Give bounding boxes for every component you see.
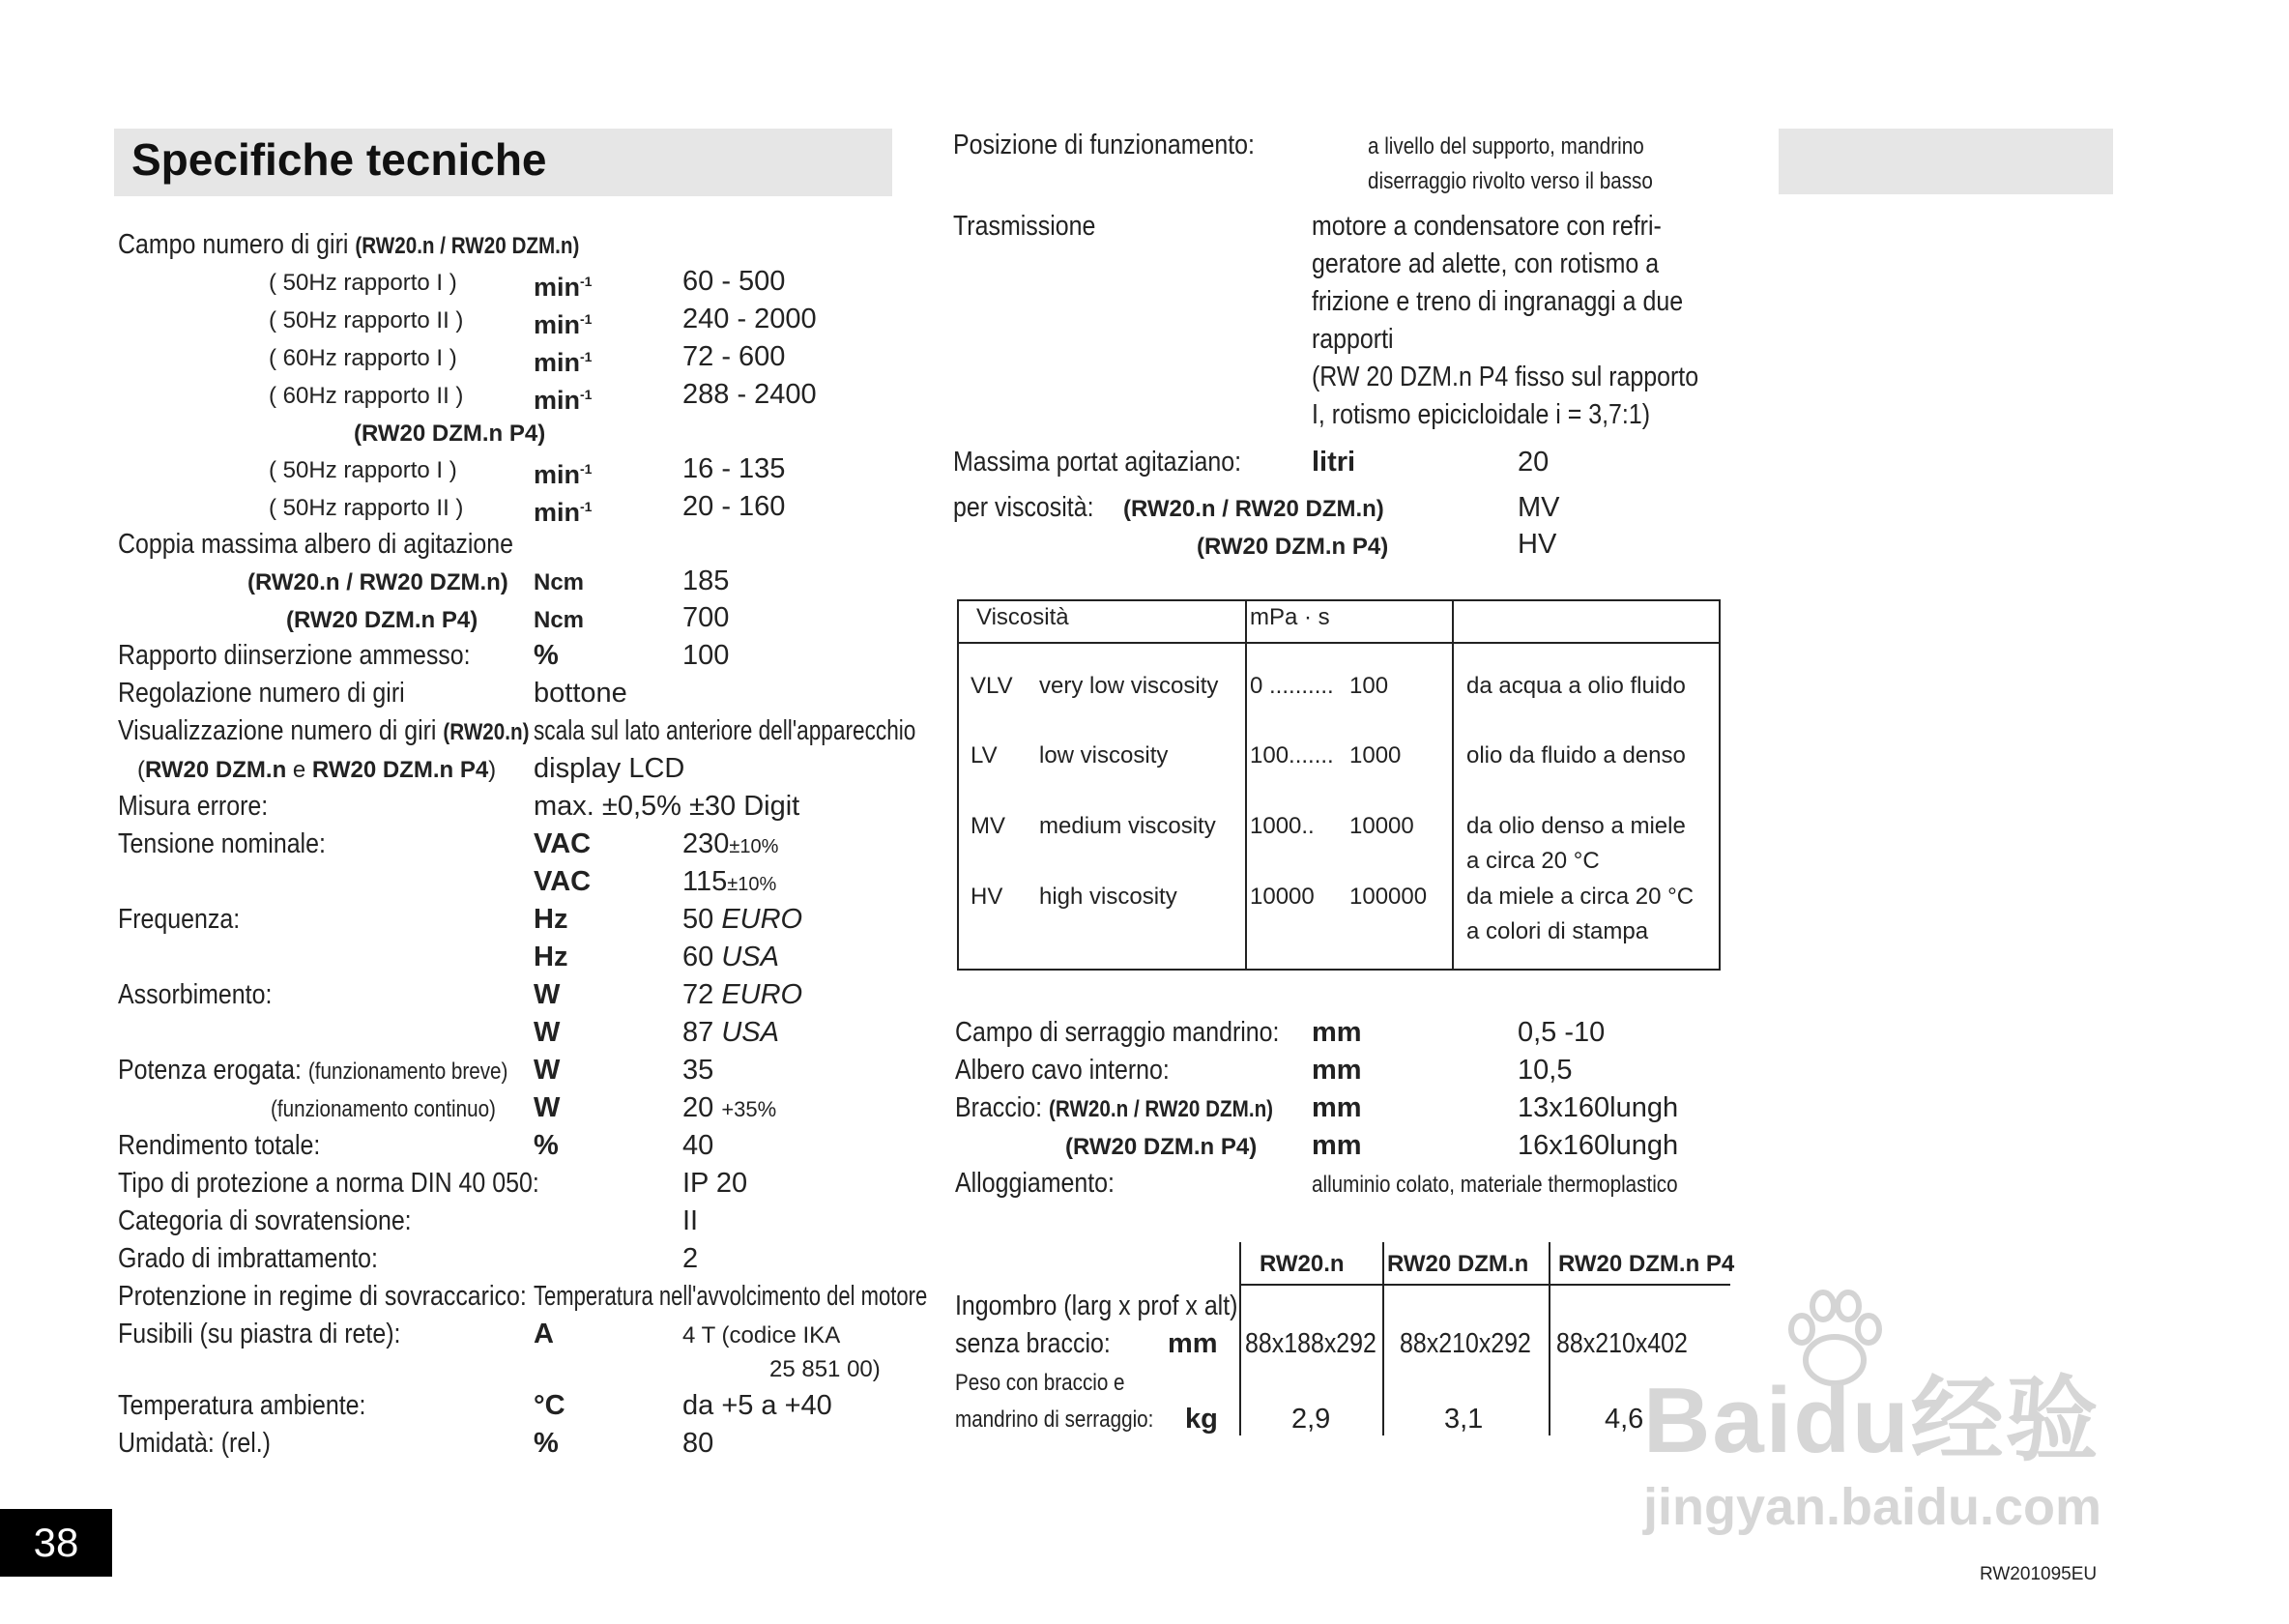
page-title: Specifiche tecniche bbox=[131, 134, 547, 185]
viscosity-table-row-from: 10000 bbox=[1250, 884, 1315, 910]
r2-value: 240 - 2000 bbox=[682, 304, 817, 334]
protection-value: IP 20 bbox=[682, 1168, 748, 1199]
viscosity-table-row-to: 100 bbox=[1349, 673, 1389, 699]
overvoltage-value: II bbox=[682, 1205, 699, 1236]
ambient-temp-label: Temperatura ambiente: bbox=[118, 1390, 366, 1421]
dims-header-rule bbox=[1239, 1284, 1730, 1286]
protection-label: Tipo di protezione a norma DIN 40 050: bbox=[118, 1168, 539, 1199]
viscosity-table-row-from: 100....... bbox=[1250, 742, 1334, 768]
frequency-unit-2: Hz bbox=[534, 942, 568, 972]
dims-value-rw20n: 88x188x292 bbox=[1245, 1328, 1376, 1359]
max-volume-value: 20 bbox=[1518, 447, 1550, 478]
arm-unit-2: mm bbox=[1312, 1130, 1362, 1161]
efficiency-unit: % bbox=[534, 1130, 559, 1161]
fuses-value-2: 25 851 00) bbox=[769, 1356, 881, 1382]
viscosity-table-row-from: 0 .......... bbox=[1250, 673, 1334, 699]
watermark-logo-text: Baidu经验 bbox=[1643, 1369, 2101, 1472]
fuses-value: 4 T (codice IKA bbox=[682, 1322, 841, 1348]
speed-range-models: (RW20.n / RW20 DZM.n) bbox=[355, 233, 580, 259]
housing-value: alluminio colato, materiale thermoplastico bbox=[1312, 1172, 1678, 1198]
viscosity-table-row-to: 1000 bbox=[1349, 742, 1402, 768]
viscosity-table-header-2: mPa · s bbox=[1250, 604, 1330, 630]
chuck-range-value: 0,5 -10 bbox=[1518, 1017, 1606, 1048]
position-label: Posizione di funzionamento: bbox=[953, 130, 1255, 160]
viscosity-table-row-desc: olio da fluido a denso bbox=[1466, 742, 1686, 768]
hollow-shaft-unit: mm bbox=[1312, 1055, 1362, 1086]
chuck-range-label: Campo di serraggio mandrino: bbox=[955, 1017, 1280, 1048]
transmission-line-4: rapporti bbox=[1312, 324, 1394, 355]
weight-unit-kg: kg bbox=[1185, 1404, 1218, 1435]
torque-value-2: 700 bbox=[682, 602, 730, 633]
viscosity-value-2: HV bbox=[1518, 529, 1557, 560]
max-volume-unit: litri bbox=[1312, 447, 1356, 478]
dims-header-rw20n: RW20.n bbox=[1260, 1251, 1345, 1277]
viscosity-table-col-rule-1 bbox=[1245, 599, 1247, 969]
humidity-value: 80 bbox=[682, 1428, 714, 1459]
transmission-line-5: (RW 20 DZM.n P4 fisso sul rapporto bbox=[1312, 362, 1699, 392]
power-output-value-2: 20 +35% bbox=[682, 1092, 777, 1123]
torque-unit-2: Ncm bbox=[534, 607, 585, 633]
voltage-value-1: 230±10% bbox=[682, 828, 779, 859]
speed-control-value: bottone bbox=[534, 678, 627, 709]
viscosity-table-col-rule-2 bbox=[1452, 599, 1454, 969]
viscosity-table-row-name: very low viscosity bbox=[1039, 673, 1219, 699]
r5-unit: $\min^{-1}$ bbox=[534, 460, 593, 489]
viscosity-table-row-name: medium viscosity bbox=[1039, 813, 1216, 839]
weight-label-2: mandrino di serraggio: bbox=[955, 1406, 1154, 1433]
r6-value: 20 - 160 bbox=[682, 491, 786, 522]
viscosity-table-row-code: HV bbox=[971, 884, 1003, 910]
display-models: (RW20 DZM.n e RW20 DZM.n P4) bbox=[137, 757, 497, 783]
r1-value: 60 - 500 bbox=[682, 266, 786, 297]
dims-unit-mm: mm bbox=[1168, 1328, 1218, 1359]
power-input-unit-1: W bbox=[534, 979, 561, 1010]
r2-label: ( 50Hz rapporto II ) bbox=[269, 307, 464, 334]
efficiency-value: 40 bbox=[682, 1130, 714, 1161]
viscosity-table-row-desc: da miele a circa 20 °C bbox=[1466, 884, 1695, 910]
dims-col-rule-1 bbox=[1239, 1242, 1241, 1436]
viscosity-table-row-code: MV bbox=[971, 813, 1005, 839]
torque-unit-1: Ncm bbox=[534, 569, 585, 595]
hollow-shaft-label: Albero cavo interno: bbox=[955, 1055, 1170, 1086]
display-label: Visualizzazione numero di giri (RW20.n) bbox=[118, 715, 530, 746]
viscosity-label: per viscosità: bbox=[953, 492, 1094, 523]
viscosity-table-row-code: LV bbox=[971, 742, 998, 768]
viscosity-value-1: MV bbox=[1518, 492, 1560, 523]
ambient-temp-value: da +5 a +40 bbox=[682, 1390, 832, 1421]
p4-heading: (RW20 DZM.n P4) bbox=[354, 420, 546, 447]
power-output-unit-1: W bbox=[534, 1055, 561, 1086]
weight-label-1: Peso con braccio e bbox=[955, 1370, 1125, 1396]
humidity-label: Umidatà: (rel.) bbox=[118, 1428, 271, 1459]
display-value-2: display LCD bbox=[534, 753, 685, 784]
power-input-value-1: 72 EURO bbox=[682, 979, 803, 1010]
arm-unit-1: mm bbox=[1312, 1092, 1362, 1123]
arm-model-2: (RW20 DZM.n P4) bbox=[1065, 1134, 1258, 1160]
fuses-unit: A bbox=[534, 1319, 554, 1349]
viscosity-table-row-to: 10000 bbox=[1349, 813, 1414, 839]
torque-label: Coppia massima albero di agitazione bbox=[118, 529, 513, 560]
power-input-label: Assorbimento: bbox=[118, 979, 273, 1010]
viscosity-table-row-from: 1000.. bbox=[1250, 813, 1315, 839]
torque-model-2: (RW20 DZM.n P4) bbox=[286, 607, 478, 633]
power-input-value-2: 87 USA bbox=[682, 1017, 779, 1048]
overload-label: Protenzione in regime di sovraccarico: bbox=[118, 1281, 527, 1312]
page-number: 38 bbox=[0, 1509, 112, 1577]
power-output-continuous: (funzionamento continuo) bbox=[271, 1096, 496, 1122]
viscosity-table-header-rule bbox=[957, 642, 1721, 644]
frequency-label: Frequenza: bbox=[118, 904, 241, 935]
position-value-2: diserraggio rivolto verso il basso bbox=[1368, 168, 1653, 194]
duty-value: 100 bbox=[682, 640, 730, 671]
duty-label: Rapporto diinserzione ammesso: bbox=[118, 640, 471, 671]
voltage-unit-1: VAC bbox=[534, 828, 592, 859]
transmission-line-6: I, rotismo epicicloidale i = 3,7:1) bbox=[1312, 399, 1651, 430]
viscosity-table-row-desc: da olio denso a miele bbox=[1466, 813, 1686, 839]
pollution-value: 2 bbox=[682, 1243, 699, 1274]
r5-value: 16 - 135 bbox=[682, 453, 786, 484]
r3-value: 72 - 600 bbox=[682, 341, 786, 372]
transmission-label: Trasmissione bbox=[953, 211, 1096, 242]
frequency-value-2: 60 USA bbox=[682, 942, 779, 972]
r1-unit: $\min^{-1}$ bbox=[534, 273, 593, 302]
dims-value-rw20dzmnp4: 88x210x402 bbox=[1556, 1328, 1688, 1359]
speed-control-label: Regolazione numero di giri bbox=[118, 678, 405, 709]
r3-unit: $\min^{-1}$ bbox=[534, 348, 593, 377]
error-value: max. ±0,5% ±30 Digit bbox=[534, 791, 800, 822]
power-output-unit-2: W bbox=[534, 1092, 561, 1123]
r5-label: ( 50Hz rapporto I ) bbox=[269, 457, 457, 483]
arm-value-2: 16x160lungh bbox=[1518, 1130, 1679, 1161]
dims-ingombro-label: Ingombro (larg x prof x alt) bbox=[955, 1290, 1238, 1321]
max-volume-label: Massima portat agitaziano: bbox=[953, 447, 1242, 478]
weight-value-rw20dzmn: 3,1 bbox=[1444, 1404, 1484, 1435]
r2-unit: $\min^{-1}$ bbox=[534, 310, 593, 339]
weight-value-rw20dzmnp4: 4,6 bbox=[1605, 1404, 1644, 1435]
r4-label: ( 60Hz rapporto II ) bbox=[269, 383, 464, 409]
viscosity-table-row-code: VLV bbox=[971, 673, 1013, 699]
power-input-unit-2: W bbox=[534, 1017, 561, 1048]
dims-senza-label: senza braccio: bbox=[955, 1328, 1111, 1359]
arm-value-1: 13x160lungh bbox=[1518, 1092, 1679, 1123]
overvoltage-label: Categoria di sovratensione: bbox=[118, 1205, 412, 1236]
efficiency-label: Rendimento totale: bbox=[118, 1130, 321, 1161]
weight-value-rw20n: 2,9 bbox=[1291, 1404, 1331, 1435]
ambient-temp-unit: °C bbox=[534, 1390, 565, 1421]
torque-model-1: (RW20.n / RW20 DZM.n) bbox=[247, 569, 508, 595]
hollow-shaft-value: 10,5 bbox=[1518, 1055, 1573, 1086]
r6-label: ( 50Hz rapporto II ) bbox=[269, 495, 464, 521]
fuses-label: Fusibili (su piastra di rete): bbox=[118, 1319, 401, 1349]
r3-label: ( 60Hz rapporto I ) bbox=[269, 345, 457, 371]
r4-unit: $\min^{-1}$ bbox=[534, 386, 593, 415]
voltage-unit-2: VAC bbox=[534, 866, 592, 897]
speed-range-row bbox=[118, 228, 654, 263]
position-value-1: a livello del supporto, mandrino bbox=[1368, 133, 1644, 160]
overload-value: Temperatura nell'avvolcimento del motore bbox=[534, 1281, 928, 1312]
dims-value-rw20dzmn: 88x210x292 bbox=[1400, 1328, 1531, 1359]
chuck-range-unit: mm bbox=[1312, 1017, 1362, 1048]
dims-header-rw20dzmn: RW20 DZM.n bbox=[1387, 1251, 1529, 1277]
power-output-label: Potenza erogata: (funzionamento breve) bbox=[118, 1055, 508, 1086]
frequency-value-1: 50 EURO bbox=[682, 904, 803, 935]
document-code: RW201095EU bbox=[1980, 1564, 2098, 1584]
viscosity-table-row-desc-2: a circa 20 °C bbox=[1466, 848, 1600, 874]
viscosity-model-1: (RW20.n / RW20 DZM.n) bbox=[1123, 496, 1384, 522]
viscosity-table-row-desc-2: a colori di stampa bbox=[1466, 918, 1649, 944]
torque-value-1: 185 bbox=[682, 566, 730, 596]
r6-unit: $\min^{-1}$ bbox=[534, 498, 593, 527]
viscosity-table-row-name: low viscosity bbox=[1039, 742, 1169, 768]
viscosity-model-2: (RW20 DZM.n P4) bbox=[1197, 534, 1389, 560]
humidity-unit: % bbox=[534, 1428, 559, 1459]
arm-label: Braccio: (RW20.n / RW20 DZM.n) bbox=[955, 1092, 1274, 1123]
power-output-value-1: 35 bbox=[682, 1055, 714, 1086]
housing-label: Alloggiamento: bbox=[955, 1168, 1115, 1199]
viscosity-table-header-1: Viscosità bbox=[976, 604, 1069, 630]
r4-value: 288 - 2400 bbox=[682, 379, 817, 410]
duty-unit: % bbox=[534, 640, 559, 671]
r1-label: ( 50Hz rapporto I ) bbox=[269, 270, 457, 296]
right-band bbox=[1779, 129, 2113, 194]
viscosity-table-row-name: high viscosity bbox=[1039, 884, 1177, 910]
speed-range-label: Campo numero di giri bbox=[118, 229, 349, 260]
transmission-line-3: frizione e treno di ingranaggi a due bbox=[1312, 286, 1684, 317]
transmission-line-2: geratore ad alette, con rotismo a bbox=[1312, 248, 1660, 279]
viscosity-table-row-to: 100000 bbox=[1349, 884, 1428, 910]
error-label: Misura errore: bbox=[118, 791, 269, 822]
dims-header-rw20dzmnp4: RW20 DZM.n P4 bbox=[1558, 1251, 1735, 1277]
voltage-value-2: 115±10% bbox=[682, 866, 777, 897]
viscosity-table-row-desc: da acqua a olio fluido bbox=[1466, 673, 1686, 699]
pollution-label: Grado di imbrattamento: bbox=[118, 1243, 378, 1274]
transmission-line-1: motore a condensatore con refri- bbox=[1312, 211, 1662, 242]
voltage-label: Tensione nominale: bbox=[118, 828, 326, 859]
display-value: scala sul lato anteriore dell'apparecchio bbox=[534, 715, 916, 746]
frequency-unit-1: Hz bbox=[534, 904, 568, 935]
watermark-url: jingyan.baidu.com bbox=[1643, 1478, 2102, 1536]
